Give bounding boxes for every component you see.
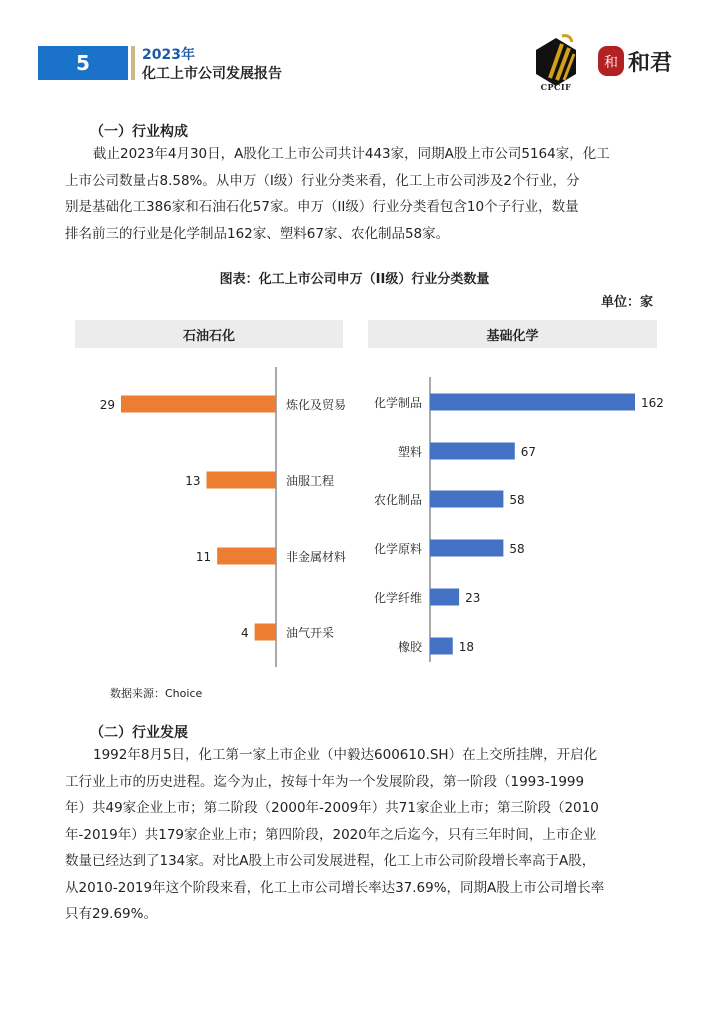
hejun-logo-text: 和君 <box>628 51 673 76</box>
chart-title: 图表：化工上市公司申万（II级）行业分类数量 <box>219 272 490 287</box>
section1-paragraph <box>65 141 657 247</box>
right-bar <box>430 540 503 557</box>
right-bar-value-label: 67 <box>520 445 537 459</box>
section1-line: 排名前三的行业是化学制品162家、塑料67家、农化制品58家。 <box>65 225 450 242</box>
left-bar <box>255 624 276 641</box>
right-bar-value-label: 18 <box>458 640 475 654</box>
right-category-label: 化学纤维 <box>373 591 422 605</box>
section2-line: 1992年8月5日，化工第一家上市企业（中毅达600610.SH）在上交所挂牌，开启化 <box>93 747 598 763</box>
right-bar <box>430 491 503 508</box>
right-bar <box>430 589 459 606</box>
right-bar <box>430 638 453 655</box>
cpcif-logo-text: CPCIF <box>540 82 572 92</box>
right-bar <box>430 394 635 411</box>
right-bar-value-label: 58 <box>509 542 525 556</box>
right-bar <box>430 443 515 460</box>
left-panel-header: 石油石化 <box>75 320 343 348</box>
left-bar <box>121 396 276 413</box>
section2-line: 只有29.69%。 <box>65 906 157 922</box>
section2-heading: （二）行业发展 <box>90 725 188 741</box>
left-bar-value-label: 29 <box>99 398 115 412</box>
right-bar-value-label: 162 <box>641 396 664 410</box>
chart-unit: 单位：家 <box>600 295 653 310</box>
bar-chart <box>0 360 709 680</box>
report-year: 2023年 <box>142 47 195 63</box>
right-category-label: 农化制品 <box>373 493 422 507</box>
section2-paragraph <box>65 742 657 928</box>
left-category-label: 油服工程 <box>286 474 335 488</box>
section2-line: 年）共49家企业上市；第二阶段（2000年-2009年）共71家企业上市；第三阶段（2010 <box>65 800 599 816</box>
right-category-label: 化学原料 <box>373 542 422 556</box>
left-bar <box>217 548 276 565</box>
data-source: 数据来源：Choice <box>110 687 203 700</box>
right-bar-value-label: 58 <box>509 493 525 507</box>
right-panel-plot <box>374 377 664 662</box>
report-title: 化工上市公司发展报告 <box>142 66 282 82</box>
left-bar <box>207 472 276 489</box>
section1-line: 截止2023年4月30日，A股化工上市公司共计443家，同期A股上市公司5164家，化工 <box>93 146 610 162</box>
svg-text:和: 和 <box>604 55 618 71</box>
left-category-label: 炼化及贸易 <box>286 398 347 412</box>
section2-line: 数量已经达到了134家。对比A股上市公司发展进程，化工上市公司阶段增长率高于A股， <box>65 853 596 869</box>
left-category-label: 油气开采 <box>286 626 335 640</box>
section1-line: 别是基础化工386家和石油石化57家。申万（II级）行业分类看包含10个子行业，数量 <box>65 199 579 215</box>
hejun-seal-icon <box>596 44 626 78</box>
section1-line: 上市公司数量占8.58%。从申万（I级）行业分类来看，化工上市公司涉及2个行业，分 <box>65 172 580 189</box>
page-number: 5 <box>38 46 128 80</box>
right-panel-header: 基础化学 <box>368 320 657 348</box>
right-category-label: 塑料 <box>397 445 422 459</box>
left-panel-plot <box>100 367 346 667</box>
right-bar-value-label: 23 <box>465 591 481 605</box>
left-bar-value-label: 13 <box>185 474 201 488</box>
section2-line: 工行业上市的历史进程。迄今为止，按每十年为一个发展阶段，第一阶段（1993-1999 <box>65 773 585 790</box>
header-divider <box>131 46 135 80</box>
left-bar-value-label: 11 <box>195 550 212 564</box>
left-category-label: 非金属材料 <box>286 550 347 564</box>
right-category-label: 化学制品 <box>373 396 422 410</box>
right-category-label: 橡胶 <box>397 640 422 654</box>
section1-heading: （一）行业构成 <box>90 124 188 140</box>
section2-line: 年-2019年）共179家企业上市；第四阶段，2020年之后迄今，只有三年时间，上市企业 <box>65 826 597 843</box>
section2-line: 从2010-2019年这个阶段来看，化工上市公司增长率达37.69%，同期A股上市公司增长率 <box>65 879 605 896</box>
left-bar-value-label: 4 <box>240 626 249 640</box>
